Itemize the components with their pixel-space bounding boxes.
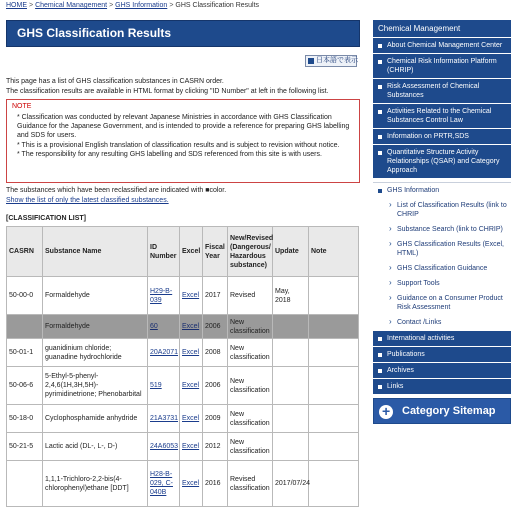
cell-casrn: 50-06-6	[7, 367, 43, 405]
id-number-link[interactable]: H28-B-029, C-040B	[150, 471, 173, 496]
table-header-row	[7, 227, 359, 277]
cell-fiscal-year: 2009	[203, 405, 228, 433]
note-item: * This is a provisional English translation of classification results and is subject to revision without notice.	[17, 141, 355, 150]
sidebar	[373, 20, 511, 424]
table-row	[7, 461, 359, 507]
cell-excel	[180, 405, 203, 433]
table-row	[7, 367, 359, 405]
breadcrumb-home-link[interactable]: HOME	[6, 2, 27, 9]
latest-classified-link[interactable]: Show the list of only the latest classified substances.	[6, 197, 169, 204]
excel-link[interactable]: Excel	[182, 323, 200, 330]
cell-substance-name: Lactic acid (DL-, L-, D-)	[43, 433, 148, 461]
sidebar-subitem-consumer-guidance[interactable]: › Guidance on a Consumer Product Risk Assessment	[373, 291, 511, 315]
cell-note	[309, 339, 359, 367]
cell-status: Revised	[228, 277, 273, 315]
japanese-view-label: 日本語で表示	[316, 57, 358, 64]
sidebar-item-risk-assessment[interactable]: Risk Assessment of Chemical Substances	[373, 78, 511, 103]
cell-id-number	[148, 315, 180, 339]
cell-substance-name: Formaldehyde	[43, 277, 148, 315]
cell-note	[309, 405, 359, 433]
sidebar-item-archives[interactable]: Archives	[373, 362, 511, 378]
note-box	[6, 99, 360, 183]
cell-id-number	[148, 433, 180, 461]
cell-status: New classification	[228, 433, 273, 461]
table-row-reclassified	[7, 315, 359, 339]
cell-update	[273, 315, 309, 339]
cell-fiscal-year: 2006	[203, 315, 228, 339]
sidebar-item-chrip[interactable]: Chemical Risk Information Platform (CHRIP)	[373, 53, 511, 78]
sidebar-item-qsar[interactable]: Quantitative Structure Activity Relationships (QSAR) and Category Approach	[373, 144, 511, 178]
note-item: * Classification was conducted by relevant Japanese Ministries in accordance with GHS Classification Guidance for the Japanese Government, and is intended to provide a reference for preparing GHS labelling and SDS for users.	[17, 113, 355, 141]
sidebar-subitem-substance-search[interactable]: › Substance Search (link to CHRIP)	[373, 222, 511, 237]
cell-note	[309, 315, 359, 339]
cell-excel	[180, 367, 203, 405]
cell-casrn: 50-18-0	[7, 405, 43, 433]
sidebar-item-ghs-information[interactable]: GHS Information	[373, 182, 511, 198]
intro-line-1: This page has a list of GHS classification substances in CASRN order.	[6, 78, 224, 85]
id-number-link[interactable]: 20A2071	[150, 349, 179, 356]
excel-link[interactable]: Excel	[182, 415, 200, 422]
id-number-link[interactable]: 60	[150, 323, 158, 330]
cell-substance-name: Formaldehyde	[43, 315, 148, 339]
cell-note	[309, 277, 359, 315]
cell-casrn: 50-21-5	[7, 433, 43, 461]
excel-link[interactable]: Excel	[182, 480, 200, 487]
breadcrumb-separator: >	[109, 2, 114, 9]
sidebar-item-links[interactable]: Links	[373, 378, 511, 394]
cell-fiscal-year: 2012	[203, 433, 228, 461]
id-number-link[interactable]: H29-B-039	[150, 287, 173, 304]
breadcrumb-chemical-management-link[interactable]: Chemical Management	[35, 2, 108, 9]
cell-id-number	[148, 339, 180, 367]
cell-status: New classification	[228, 367, 273, 405]
header-casrn: CASRN	[7, 227, 43, 277]
cell-status: New classification	[228, 405, 273, 433]
sidebar-subitem-support-tools[interactable]: › Support Tools	[373, 276, 511, 291]
cell-update: 2017/07/24	[273, 461, 309, 507]
breadcrumb-separator: >	[29, 2, 34, 9]
cell-note	[309, 461, 359, 507]
category-sitemap-button[interactable]	[373, 398, 511, 424]
breadcrumb-separator: >	[169, 2, 174, 9]
cell-note	[309, 367, 359, 405]
japanese-view-button[interactable]	[305, 55, 357, 67]
reclassified-note: The substances which have been reclassified are indicated with ■color.	[6, 187, 227, 194]
cell-substance-name: 1,1,1-Trichloro-2,2-bis(4-chlorophenyl)ethane [DDT]	[43, 461, 148, 507]
cell-casrn	[7, 461, 43, 507]
cell-fiscal-year: 2016	[203, 461, 228, 507]
cell-substance-name: guanidinium chloride; guanadine hydrochloride	[43, 339, 148, 367]
sidebar-subitem-ghs-guidance[interactable]: › GHS Classification Guidance	[373, 261, 511, 276]
cell-casrn: 50-00-0	[7, 277, 43, 315]
header-substance-name: Substance Name	[43, 227, 148, 277]
language-icon	[308, 58, 314, 64]
page-title-bar	[6, 20, 360, 47]
cell-excel	[180, 277, 203, 315]
table-row	[7, 433, 359, 461]
table-row	[7, 339, 359, 367]
id-number-link[interactable]: 21A3731	[150, 415, 179, 422]
cell-status: Revised classification	[228, 461, 273, 507]
cell-excel	[180, 461, 203, 507]
cell-update	[273, 405, 309, 433]
id-number-link[interactable]: 24A6053	[150, 443, 179, 450]
note-list	[17, 113, 355, 159]
header-excel: Excel	[180, 227, 203, 277]
header-update: Update	[273, 227, 309, 277]
cell-casrn	[7, 315, 43, 339]
breadcrumb-ghs-information-link[interactable]: GHS Information	[115, 2, 168, 9]
classification-table	[6, 226, 359, 507]
cell-status: New classification	[228, 339, 273, 367]
cell-substance-name: Cyclophosphamide anhydride	[43, 405, 148, 433]
cell-note	[309, 433, 359, 461]
header-fiscal-year: Fiscal Year	[203, 227, 228, 277]
cell-id-number	[148, 461, 180, 507]
page-title: GHS Classification Results	[17, 26, 172, 40]
sidebar-item-prtr-sds[interactable]: Information on PRTR,SDS	[373, 128, 511, 144]
breadcrumb	[6, 2, 259, 9]
intro-line-2: The classification results are available in HTML format by clicking "ID Number" at left in the following list.	[6, 88, 329, 95]
cell-fiscal-year: 2008	[203, 339, 228, 367]
note-item: * The responsibility for any resulting GHS labelling and SDS referenced from this site is with users.	[17, 150, 355, 159]
cell-update	[273, 433, 309, 461]
cell-fiscal-year: 2017	[203, 277, 228, 315]
cell-id-number	[148, 277, 180, 315]
cell-excel	[180, 315, 203, 339]
sidebar-subitem-ghs-results[interactable]: › GHS Classification Results (Excel, HTML)	[373, 237, 511, 261]
cell-update: May, 2018	[273, 277, 309, 315]
header-id-number: ID Number	[148, 227, 180, 277]
sidebar-item-about-center[interactable]: About Chemical Management Center	[373, 37, 511, 53]
excel-link[interactable]: Excel	[182, 443, 200, 450]
classification-list-heading: [CLASSIFICATION LIST]	[6, 215, 86, 222]
cell-update	[273, 339, 309, 367]
id-number-link[interactable]: 519	[150, 382, 162, 389]
sidebar-heading[interactable]: Chemical Management	[373, 20, 511, 37]
cell-casrn: 50-01-1	[7, 339, 43, 367]
table-row	[7, 277, 359, 315]
excel-link[interactable]: Excel	[182, 292, 200, 299]
sidebar-subitem-contact-links[interactable]: › Contact /Links	[373, 315, 511, 330]
plus-circle-icon	[379, 405, 393, 419]
header-new-revised: New/Revised (Dangerous/ Hazardous substance)	[228, 227, 273, 277]
cell-excel	[180, 433, 203, 461]
note-title: NOTE	[12, 103, 32, 110]
sidebar-item-cscl-activities[interactable]: Activities Related to the Chemical Substances Control Law	[373, 103, 511, 128]
cell-excel	[180, 339, 203, 367]
cell-fiscal-year: 2006	[203, 367, 228, 405]
excel-link[interactable]: Excel	[182, 382, 200, 389]
excel-link[interactable]: Excel	[182, 349, 200, 356]
sidebar-item-international[interactable]: International activities	[373, 330, 511, 346]
sidebar-subitem-classification-list[interactable]: › List of Classification Results (link to CHRIP	[373, 198, 511, 222]
cell-id-number	[148, 405, 180, 433]
sidebar-item-publications[interactable]: Publications	[373, 346, 511, 362]
cell-substance-name: 5-Ethyl-5-phenyl-2,4,6(1H,3H,5H)-pyrimidinetrione; Phenobarbital	[43, 367, 148, 405]
category-sitemap-label: Category Sitemap	[402, 405, 496, 417]
breadcrumb-current: GHS Classification Results	[175, 2, 260, 9]
cell-status: New classification	[228, 315, 273, 339]
header-note: Note	[309, 227, 359, 277]
table-row	[7, 405, 359, 433]
cell-update	[273, 367, 309, 405]
cell-id-number	[148, 367, 180, 405]
